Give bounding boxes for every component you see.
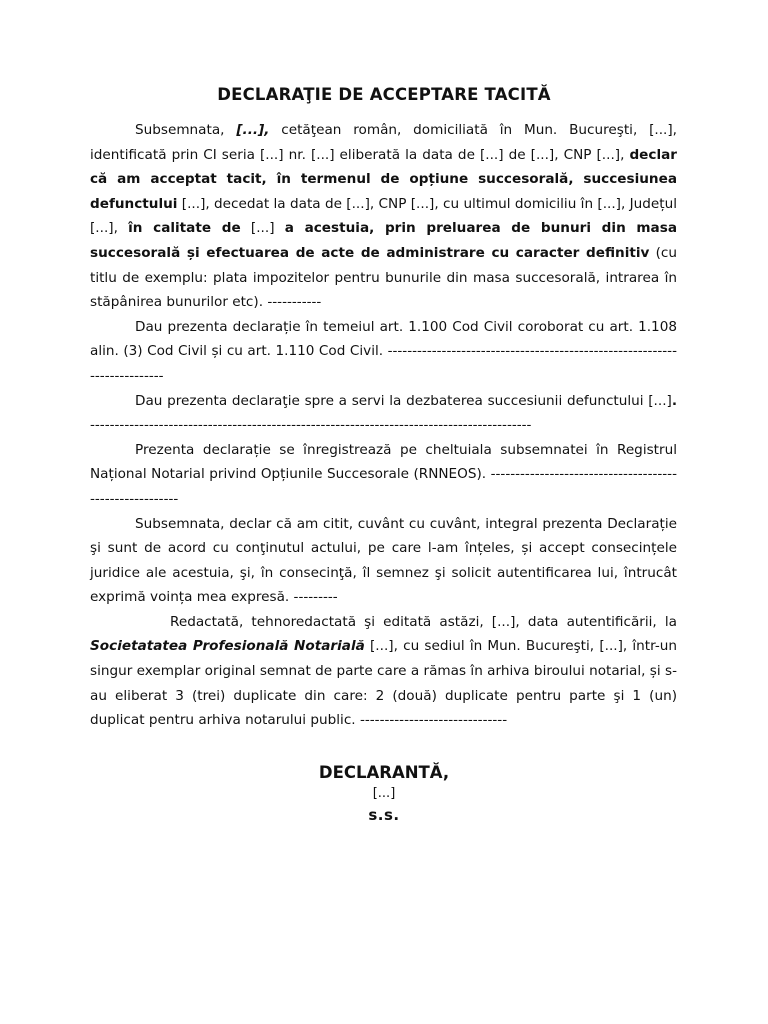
document-body — [90, 118, 677, 733]
p1-bold-acte: a acestuia, prin preluarea de bunuri din masa succesorală și efectuarea de acte de administrare cu caracter definitiv — [90, 220, 677, 261]
signature-title: DECLARANTĂ, — [318, 763, 450, 782]
paragraph-drafting — [90, 610, 677, 733]
paragraph-declaration — [90, 118, 677, 315]
paragraph-purpose — [90, 389, 677, 438]
p3-text-c: ------------------------------------------------------------------------------------------ — [90, 417, 532, 434]
signature-name: [...] — [372, 786, 396, 801]
paragraph-acknowledgement: Subsemnata, declar că am citit, cuvânt cu cuvânt, integral prezenta Declarație şi sunt de acord cu conţinutul actului, pe care l-am înțeles, și accept consecințele juridice ale acestuia, şi, în consecinţă, îl semnez şi solicit autentificarea lui, întrucât exprimă voința mea expresă. --------- — [90, 515, 677, 606]
document-title: DECLARAŢIE DE ACCEPTARE TACITĂ — [217, 85, 551, 104]
p6-notary-office: Societatatea Profesională Notarială — [90, 638, 365, 655]
p1-text-e: [...], decedat la data de [...], CNP [...], cu ultimul domiciliu în [...], Județul [...], — [90, 195, 677, 237]
p3-bold-dot: . — [671, 392, 677, 409]
p1-declarant-name: [...], — [236, 122, 270, 138]
p3-text-a: Dau prezenta declaraţie spre a servi la dezbaterea succesiunii defunctului [...] — [135, 392, 672, 409]
p1-bold-declar: declar că am acceptat tacit, în termenul de opțiune succesorală, succesiunea defunctului — [90, 146, 677, 212]
p1-text-i: (cu titlu de exemplu: plata impozitelor pentru bunurile din masa succesorală, intrarea în stăpânirea bunurilor etc). ----------- — [90, 244, 677, 311]
p1-text-c: cetăţean român, domiciliată în Mun. Bucureşti, [...], identificată prin CI seria [...] nr. [...] eliberată la data de [...] de [...], CNP [...], — [90, 122, 677, 163]
signature-ss: s.s. — [368, 806, 400, 824]
p6-text-a: Redactată, tehnoredactată şi editată astăzi, [...], data autentificării, la — [170, 613, 677, 630]
p1-text-g: [...] — [240, 220, 285, 237]
paragraph-legal-basis: Dau prezenta declarație în temeiul art. 1.100 Cod Civil coroborat cu art. 1.108 alin. (3) Cod Civil și cu art. 1.110 Cod Civil. -------------------------------------------------------------------------- — [90, 318, 677, 384]
paragraph-registration: Prezenta declarație se înregistrează pe cheltuiala subsemnatei în Registrul Național Notarial privind Opțiunile Succesorale (RNNEOS). -------------------------------------------------------- — [90, 441, 677, 507]
p1-text-a: Subsemnata, — [135, 122, 237, 138]
p1-bold-calitate: în calitate de — [128, 220, 241, 237]
p6-text-c: [...], cu sediul în Mun. Bucureşti, [...], într-un singur exemplar original semnat de parte care a rămas în arhiva biroului notarial, și s-au eliberat 3 (trei) duplicate din care: 2 (două) duplicate pentru parte şi 1 (un) duplicat pentru arhiva notarului public. ------------------------------ — [90, 638, 677, 729]
